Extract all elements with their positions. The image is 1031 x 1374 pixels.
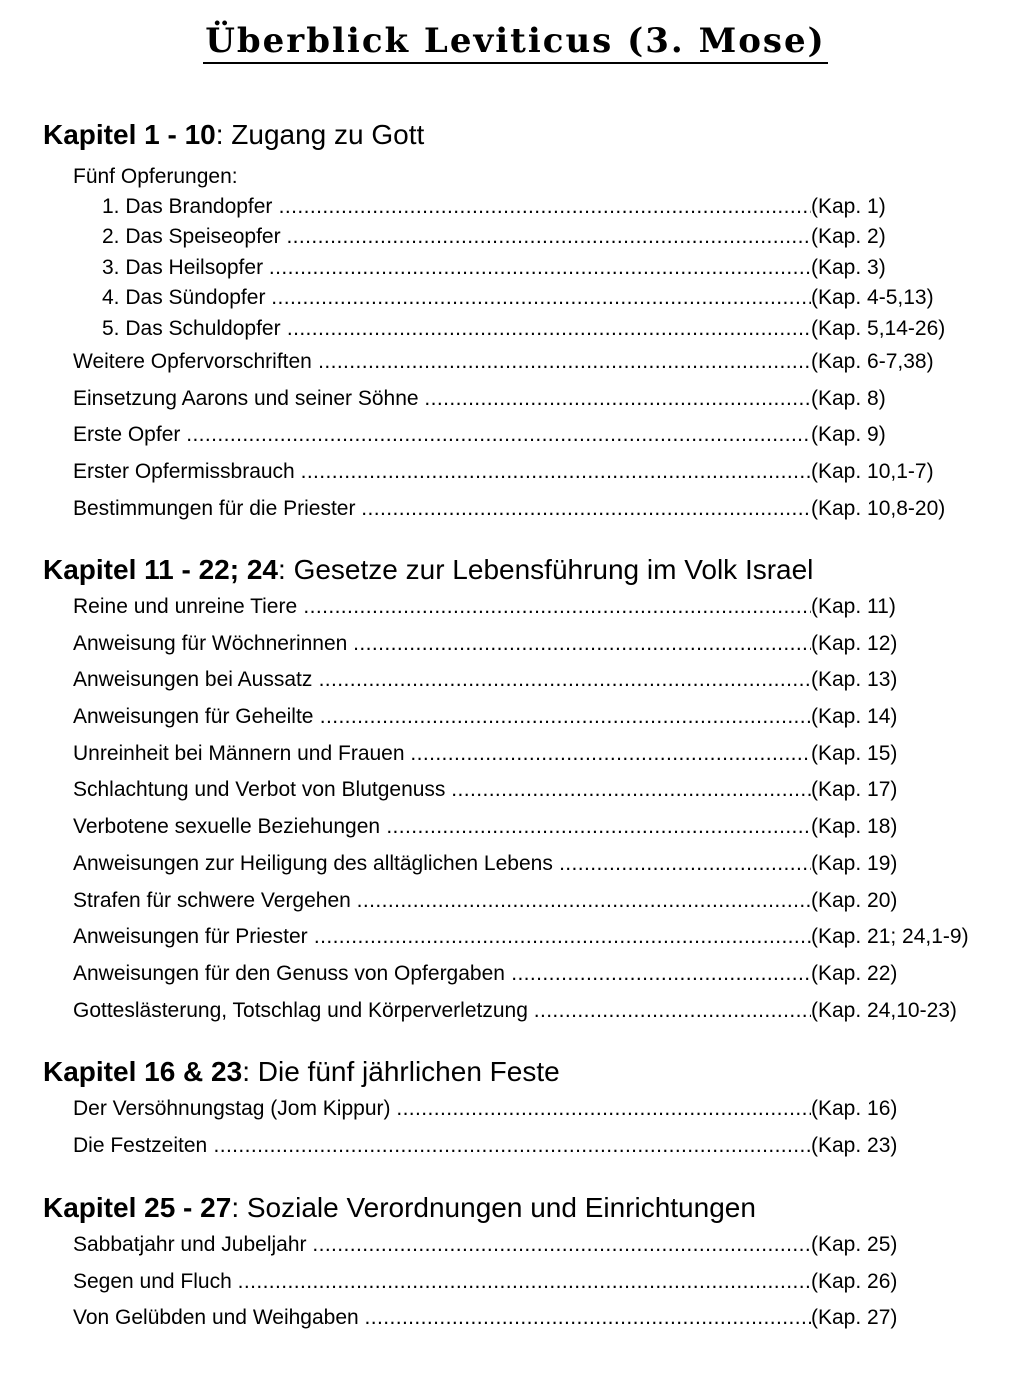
entry-label: Gotteslästerung, Totschlag und Körperverletzung .....	[73, 993, 811, 1030]
entry-reference: (Kap. 20)	[811, 888, 898, 912]
list-item	[43, 772, 1003, 809]
entry-label: Verbotene sexuelle Beziehungen .....	[73, 809, 811, 846]
subheading-opferungen: Fünf Opferungen:	[73, 165, 238, 188]
entry-reference: (Kap. 1)	[811, 195, 886, 218]
entry-reference: (Kap. 6-7,38)	[811, 349, 934, 373]
list-item	[43, 1091, 1003, 1128]
section-soziale-verordnungen	[43, 1191, 1003, 1337]
entry-label: Unreinheit bei Männern und Frauen .....	[73, 736, 811, 773]
entry-label: 4. Das Sündopfer .....	[102, 283, 811, 313]
list-item	[43, 491, 1003, 528]
list-item	[43, 417, 1003, 454]
list-item	[43, 699, 1003, 736]
list-item	[43, 993, 1003, 1030]
entry-reference: (Kap. 24,10-23)	[811, 998, 957, 1022]
entry-label: Anweisungen zur Heiligung des alltäglichen Lebens .....	[73, 846, 811, 883]
section-heading-title: : Gesetze zur Lebensführung im Volk Israel	[278, 554, 814, 585]
list-item	[43, 1264, 1003, 1301]
entry-reference: (Kap. 21; 24,1-9)	[811, 925, 969, 949]
section-heading	[43, 553, 1003, 587]
section-heading	[43, 118, 1003, 152]
entry-label: 2. Das Speiseopfer .....	[102, 222, 811, 252]
entry-label: 5. Das Schuldopfer .....	[102, 314, 811, 344]
entry-label: Der Versöhnungstag (Jom Kippur) .....	[73, 1091, 811, 1128]
entry-label: Von Gelübden und Weihgaben .....	[73, 1300, 811, 1337]
entry-reference: (Kap. 13)	[811, 668, 898, 692]
entry-reference: (Kap. 12)	[811, 631, 898, 655]
list-item	[43, 809, 1003, 846]
entry-reference: (Kap. 2)	[811, 225, 886, 249]
list-item	[43, 283, 1003, 313]
entry-label: Die Festzeiten .....	[73, 1128, 811, 1165]
page-title	[0, 18, 1031, 64]
list-item	[43, 454, 1003, 491]
entry-reference: (Kap. 22)	[811, 961, 898, 985]
entry-label: Einsetzung Aarons und seiner Söhne .....	[73, 381, 811, 418]
entry-reference: (Kap. 26)	[811, 1269, 898, 1293]
list-item	[43, 956, 1003, 993]
list-item	[43, 1300, 1003, 1337]
entry-reference: (Kap. 5,14-26)	[811, 316, 946, 340]
list-item	[43, 344, 1003, 381]
entry-reference: (Kap. 15)	[811, 741, 898, 765]
entry-reference: (Kap. 8)	[811, 386, 886, 410]
section-heading-chapters: Kapitel 11 - 22; 24	[43, 554, 279, 585]
entry-label: Sabbatjahr und Jubeljahr .....	[73, 1227, 811, 1264]
section-zugang-zu-gott	[43, 118, 1003, 527]
page-title-text: Überblick Leviticus (3. Mose)	[203, 21, 828, 64]
entry-reference: (Kap. 4-5,13)	[811, 286, 934, 310]
entry-reference: (Kap. 17)	[811, 778, 898, 802]
list-item	[43, 589, 1003, 626]
entry-reference: (Kap. 18)	[811, 815, 898, 839]
section-heading-title: : Soziale Verordnungen und Einrichtungen	[231, 1192, 756, 1223]
entry-reference: (Kap. 27)	[811, 1306, 898, 1330]
entry-label: Anweisungen für Geheilte .....	[73, 699, 811, 736]
section-heading-chapters: Kapitel 1 - 10	[43, 119, 216, 150]
list-item	[43, 662, 1003, 699]
entry-reference: (Kap. 10,1-7)	[811, 460, 934, 484]
entry-label: Anweisungen bei Aussatz .....	[73, 662, 811, 699]
section-heading-title: : Die fünf jährlichen Feste	[242, 1056, 560, 1087]
list-item	[43, 314, 1003, 344]
entry-reference: (Kap. 10,8-20)	[811, 496, 946, 520]
entry-reference: (Kap. 16)	[811, 1097, 898, 1120]
section-heading	[43, 1055, 1003, 1089]
entry-label: Anweisungen für Priester .....	[73, 919, 811, 956]
section-heading	[43, 1191, 1003, 1225]
entry-reference: (Kap. 9)	[811, 423, 886, 447]
list-item	[43, 222, 1003, 252]
entry-label: 1. Das Brandopfer .....	[102, 192, 811, 222]
entry-label: Strafen für schwere Vergehen .....	[73, 883, 811, 920]
entry-reference: (Kap. 25)	[811, 1233, 898, 1256]
entry-label: Reine und unreine Tiere .....	[73, 589, 811, 626]
section-heading-chapters: Kapitel 25 - 27	[43, 1192, 232, 1223]
section-gesetze-lebensfuehrung	[43, 553, 1003, 1029]
entry-reference: (Kap. 3)	[811, 255, 886, 279]
list-item	[43, 736, 1003, 773]
list-item	[43, 253, 1003, 283]
list-item	[43, 626, 1003, 663]
entry-reference: (Kap. 19)	[811, 851, 898, 875]
list-item	[43, 1128, 1003, 1165]
list-item	[43, 192, 1003, 222]
entry-reference: (Kap. 11)	[811, 595, 896, 618]
entry-label: Erste Opfer .....	[73, 417, 811, 454]
entry-label: 3. Das Heilsopfer .....	[102, 253, 811, 283]
list-item	[43, 846, 1003, 883]
entry-label: Segen und Fluch .....	[73, 1264, 811, 1301]
list-item	[43, 919, 1003, 956]
list-item	[43, 1227, 1003, 1264]
section-heading-title: : Zugang zu Gott	[215, 119, 425, 150]
section-jaehrliche-feste	[43, 1055, 1003, 1164]
list-item	[43, 883, 1003, 920]
entry-reference: (Kap. 23)	[811, 1133, 898, 1157]
entry-label: Bestimmungen für die Priester .....	[73, 491, 811, 528]
entry-label: Erster Opfermissbrauch .....	[73, 454, 811, 491]
list-item	[43, 381, 1003, 418]
entry-reference: (Kap. 14)	[811, 705, 898, 729]
entry-label: Anweisungen für den Genuss von Opfergaben .....	[73, 956, 811, 993]
entry-label: Anweisung für Wöchnerinnen .....	[73, 626, 811, 663]
entry-label: Schlachtung und Verbot von Blutgenuss .....	[73, 772, 811, 809]
section-heading-chapters: Kapitel 16 & 23	[43, 1056, 243, 1087]
entry-label: Weitere Opfervorschriften .....	[73, 344, 811, 381]
